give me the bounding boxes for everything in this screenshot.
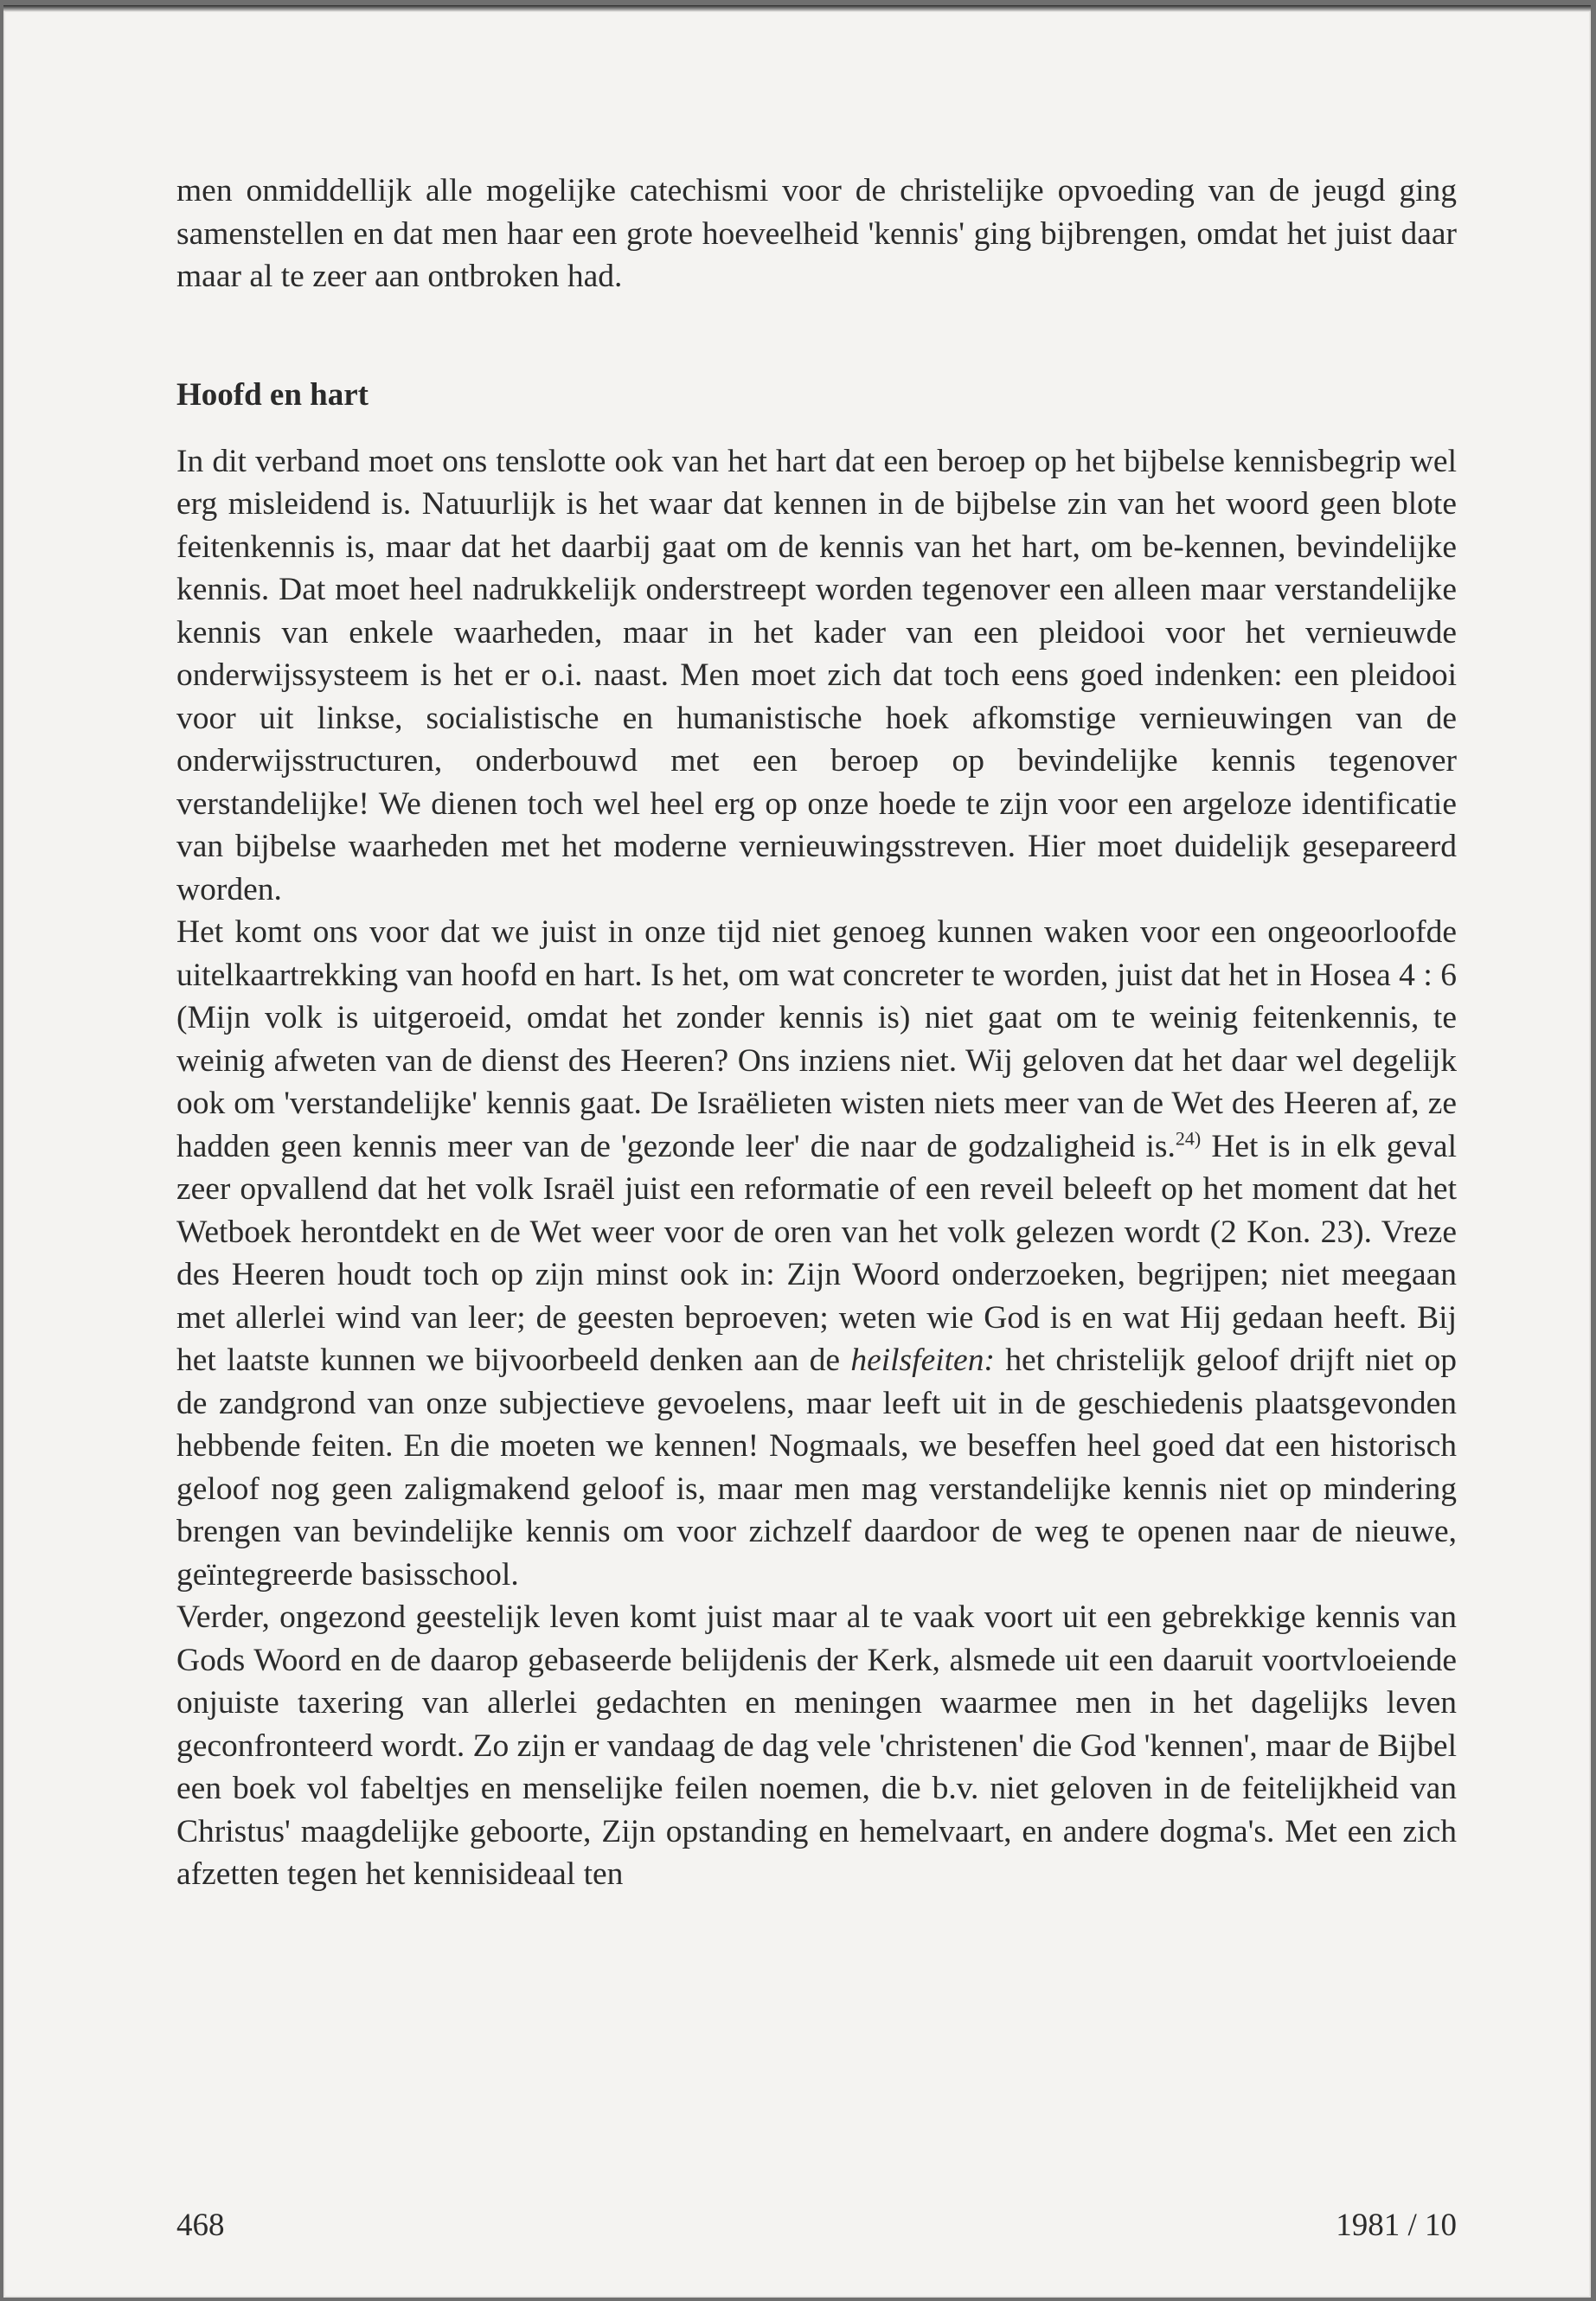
paragraph-2-part-c: het christelijk geloof drijft niet op de zandgrond van onze subjectieve gevoelens, maar leeft uit in de geschiedenis plaatsgevonden hebbende feiten. En die moeten we kennen! Nogmaals, we beseffen heel goed dat een historisch geloof nog geen zaligmakend geloof is, maar men mag verstandelijke kennis niet op mindering brengen van bevindelijke kennis om voor zichzelf daardoor de weg te openen naar de nieuwe, geïntegreerde basisschool. — [176, 1343, 1457, 1593]
article-body — [176, 170, 1457, 1896]
paragraph-1: In dit verband moet ons tenslotte ook van het hart dat een beroep op het bijbelse kennisbegrip wel erg misleidend is. Natuurlijk is het waar dat kennen in de bijbelse zin van het woord geen blote feitenkennis is, maar dat het daarbij gaat om de kennis van het hart, om be-kennen, bevindelijke kennis. Dat moet heel nadrukkelijk onderstreept worden tegenover een alleen maar verstandelijke kennis van enkele waarheden, maar in het kader van een pleidooi voor het vernieuwde onderwijssysteem is het er o.i. naast. Men moet zich dat toch eens goed indenken: een pleidooi voor uit linkse, socialistische en humanistische hoek afkomstige vernieuwingen van de onderwijsstructuren, onderbouwd met een beroep op bevindelijke kennis tegenover verstandelijke! We dienen toch wel heel erg op onze hoede te zijn voor een argeloze identificatie van bijbelse waarheden met het moderne vernieuwingsstreven. Hier moet duidelijk gesepareerd worden. — [176, 443, 1457, 907]
paragraph-2-italic-term: heilsfeiten: — [850, 1343, 995, 1378]
document-page — [3, 5, 1591, 2298]
paragraph-3: Verder, ongezond geestelijk leven komt juist maar al te vaak voort uit een gebrekkige kennis van Gods Woord en de daarop gebaseerde belijdenis der Kerk, alsmede uit een daaruit voortvloeiende onjuiste taxering van allerlei gedachten en meningen waarmee men in het dagelijks leven geconfronteerd wordt. Zo zijn er vandaag de dag vele 'christenen' die God 'kennen', maar de Bijbel een boek vol fabeltjes en menselijke feilen noemen, die b.v. niet geloven in de feitelijkheid van Christus' maagdelijke geboorte, Zijn opstanding en hemelvaart, en andere dogma's. Met een zich afzetten tegen het kennisideaal ten — [176, 1599, 1457, 1892]
paragraph-2-part-a: Het komt ons voor dat we juist in onze tijd niet genoeg kunnen waken voor een ongeoorloofde uitelkaartrekking van hoofd en hart. Is het, om wat concreter te worden, juist dat het in Hosea 4 : 6 (Mijn volk is uitgeroeid, omdat het zonder kennis is) niet gaat om te weinig feitenkennis, te weinig afweten van de dienst des Heeren? Ons inziens niet. Wij geloven dat het daar wel degelijk ook om 'verstandelijke' kennis gaat. De Israëlieten wisten niets meer van de Wet des Heeren af, ze hadden geen kennis meer van de 'gezonde leer' die naar de godzaligheid is. — [176, 914, 1457, 1164]
issue-number: 1981 / 10 — [1336, 2208, 1457, 2243]
paragraph-2 — [176, 911, 1457, 1596]
page-number: 468 — [176, 2208, 225, 2243]
paragraph-2-part-b: Het is in elk geval zeer opvallend dat het volk Israël juist een reformatie of een reveil beleeft op het moment dat het Wetboek herontdekt en de Wet weer voor de oren van het volk gelezen wordt (2 Kon. 23). Vreze des Heeren houdt toch op zijn minst ook in: Zijn Woord onderzoeken, begrijpen; niet meegaan met allerlei wind van leer; de geesten beproeven; weten wie God is en wat Hij gedaan heeft. Bij het laatste kunnen we bijvoorbeeld denken aan de — [176, 1128, 1457, 1378]
footnote-reference: 24) — [1175, 1127, 1202, 1149]
section-heading: Hoofd en hart — [176, 376, 369, 413]
scan-top-edge — [3, 5, 1591, 12]
paragraph-intro: men onmiddellijk alle mogelijke catechismi voor de christelijke opvoeding van de jeugd ging samenstellen en dat men haar een grote hoeveelheid 'kennis' ging bijbrengen, omdat het juist daar maar al te zeer aan ontbroken had. — [176, 173, 1457, 294]
